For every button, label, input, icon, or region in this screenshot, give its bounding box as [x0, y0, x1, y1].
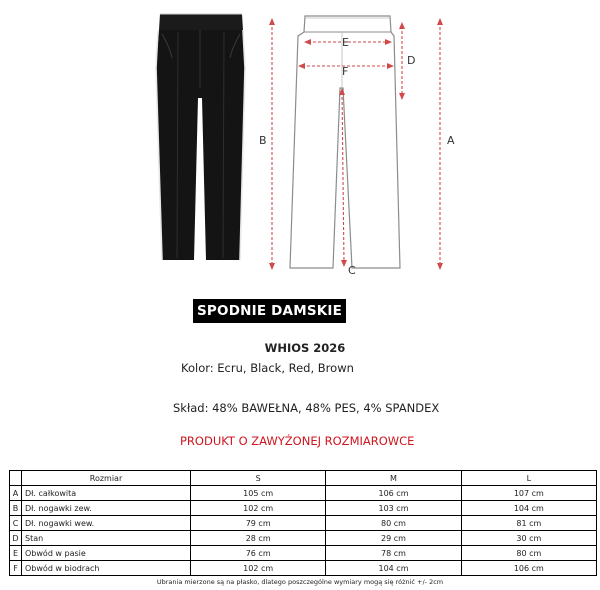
- color-options: Kolor: Ecru, Black, Red, Brown: [181, 361, 354, 375]
- header-letter-cell: [10, 471, 22, 486]
- row-letter: A: [10, 486, 22, 501]
- row-measure-name: Dł. nogawki zew.: [22, 501, 191, 516]
- row-value-s: 76 cm: [191, 546, 326, 561]
- product-title: SPODNIE DAMSKIE: [193, 299, 346, 323]
- table-row: [10, 546, 597, 561]
- row-value-l: 107 cm: [461, 486, 596, 501]
- sizing-notice: PRODUKT O ZAWYŻONEJ ROZMIAROWCE: [180, 434, 415, 448]
- row-value-l: 81 cm: [461, 516, 596, 531]
- model-name: WHIOS 2026: [264, 341, 346, 355]
- header-size-label: Rozmiar: [22, 471, 191, 486]
- row-measure-name: Dł. całkowita: [22, 486, 191, 501]
- row-value-m: 104 cm: [326, 561, 461, 576]
- row-measure-name: Stan: [22, 531, 191, 546]
- header-size-s: S: [191, 471, 326, 486]
- row-letter: B: [10, 501, 22, 516]
- row-value-m: 78 cm: [326, 546, 461, 561]
- label-a: A: [447, 134, 455, 147]
- row-value-s: 28 cm: [191, 531, 326, 546]
- row-measure-name: Obwód w pasie: [22, 546, 191, 561]
- row-letter: F: [10, 561, 22, 576]
- row-value-m: 106 cm: [326, 486, 461, 501]
- table-row: [10, 516, 597, 531]
- header-size-m: M: [326, 471, 461, 486]
- table-row: [10, 501, 597, 516]
- measurement-footnote: Ubrania mierzone są na płasko, dlatego poszczególne wymiary mogą się różnić +/- 2cm: [156, 578, 444, 586]
- row-value-l: 104 cm: [461, 501, 596, 516]
- header-size-l: L: [461, 471, 596, 486]
- size-table-header: [10, 471, 597, 486]
- table-row: [10, 531, 597, 546]
- row-value-m: 80 cm: [326, 516, 461, 531]
- product-photo: [150, 8, 250, 266]
- size-table: [9, 470, 597, 576]
- row-measure-name: Dł. nogawki wew.: [22, 516, 191, 531]
- row-letter: D: [10, 531, 22, 546]
- row-value-s: 105 cm: [191, 486, 326, 501]
- label-c: C: [348, 264, 356, 277]
- row-value-s: 79 cm: [191, 516, 326, 531]
- material-composition: Skład: 48% BAWEŁNA, 48% PES, 4% SPANDEX: [173, 401, 440, 415]
- row-value-l: 30 cm: [461, 531, 596, 546]
- row-letter: C: [10, 516, 22, 531]
- row-value-s: 102 cm: [191, 561, 326, 576]
- row-value-l: 80 cm: [461, 546, 596, 561]
- row-value-s: 102 cm: [191, 501, 326, 516]
- row-value-l: 106 cm: [461, 561, 596, 576]
- table-row: [10, 486, 597, 501]
- row-letter: E: [10, 546, 22, 561]
- table-row: [10, 561, 597, 576]
- row-value-m: 103 cm: [326, 501, 461, 516]
- label-f: F: [342, 65, 349, 78]
- row-value-m: 29 cm: [326, 531, 461, 546]
- label-d: D: [407, 54, 416, 67]
- label-b: B: [259, 134, 267, 147]
- measurement-diagram: [250, 8, 470, 278]
- label-e: E: [342, 36, 349, 49]
- row-measure-name: Obwód w biodrach: [22, 561, 191, 576]
